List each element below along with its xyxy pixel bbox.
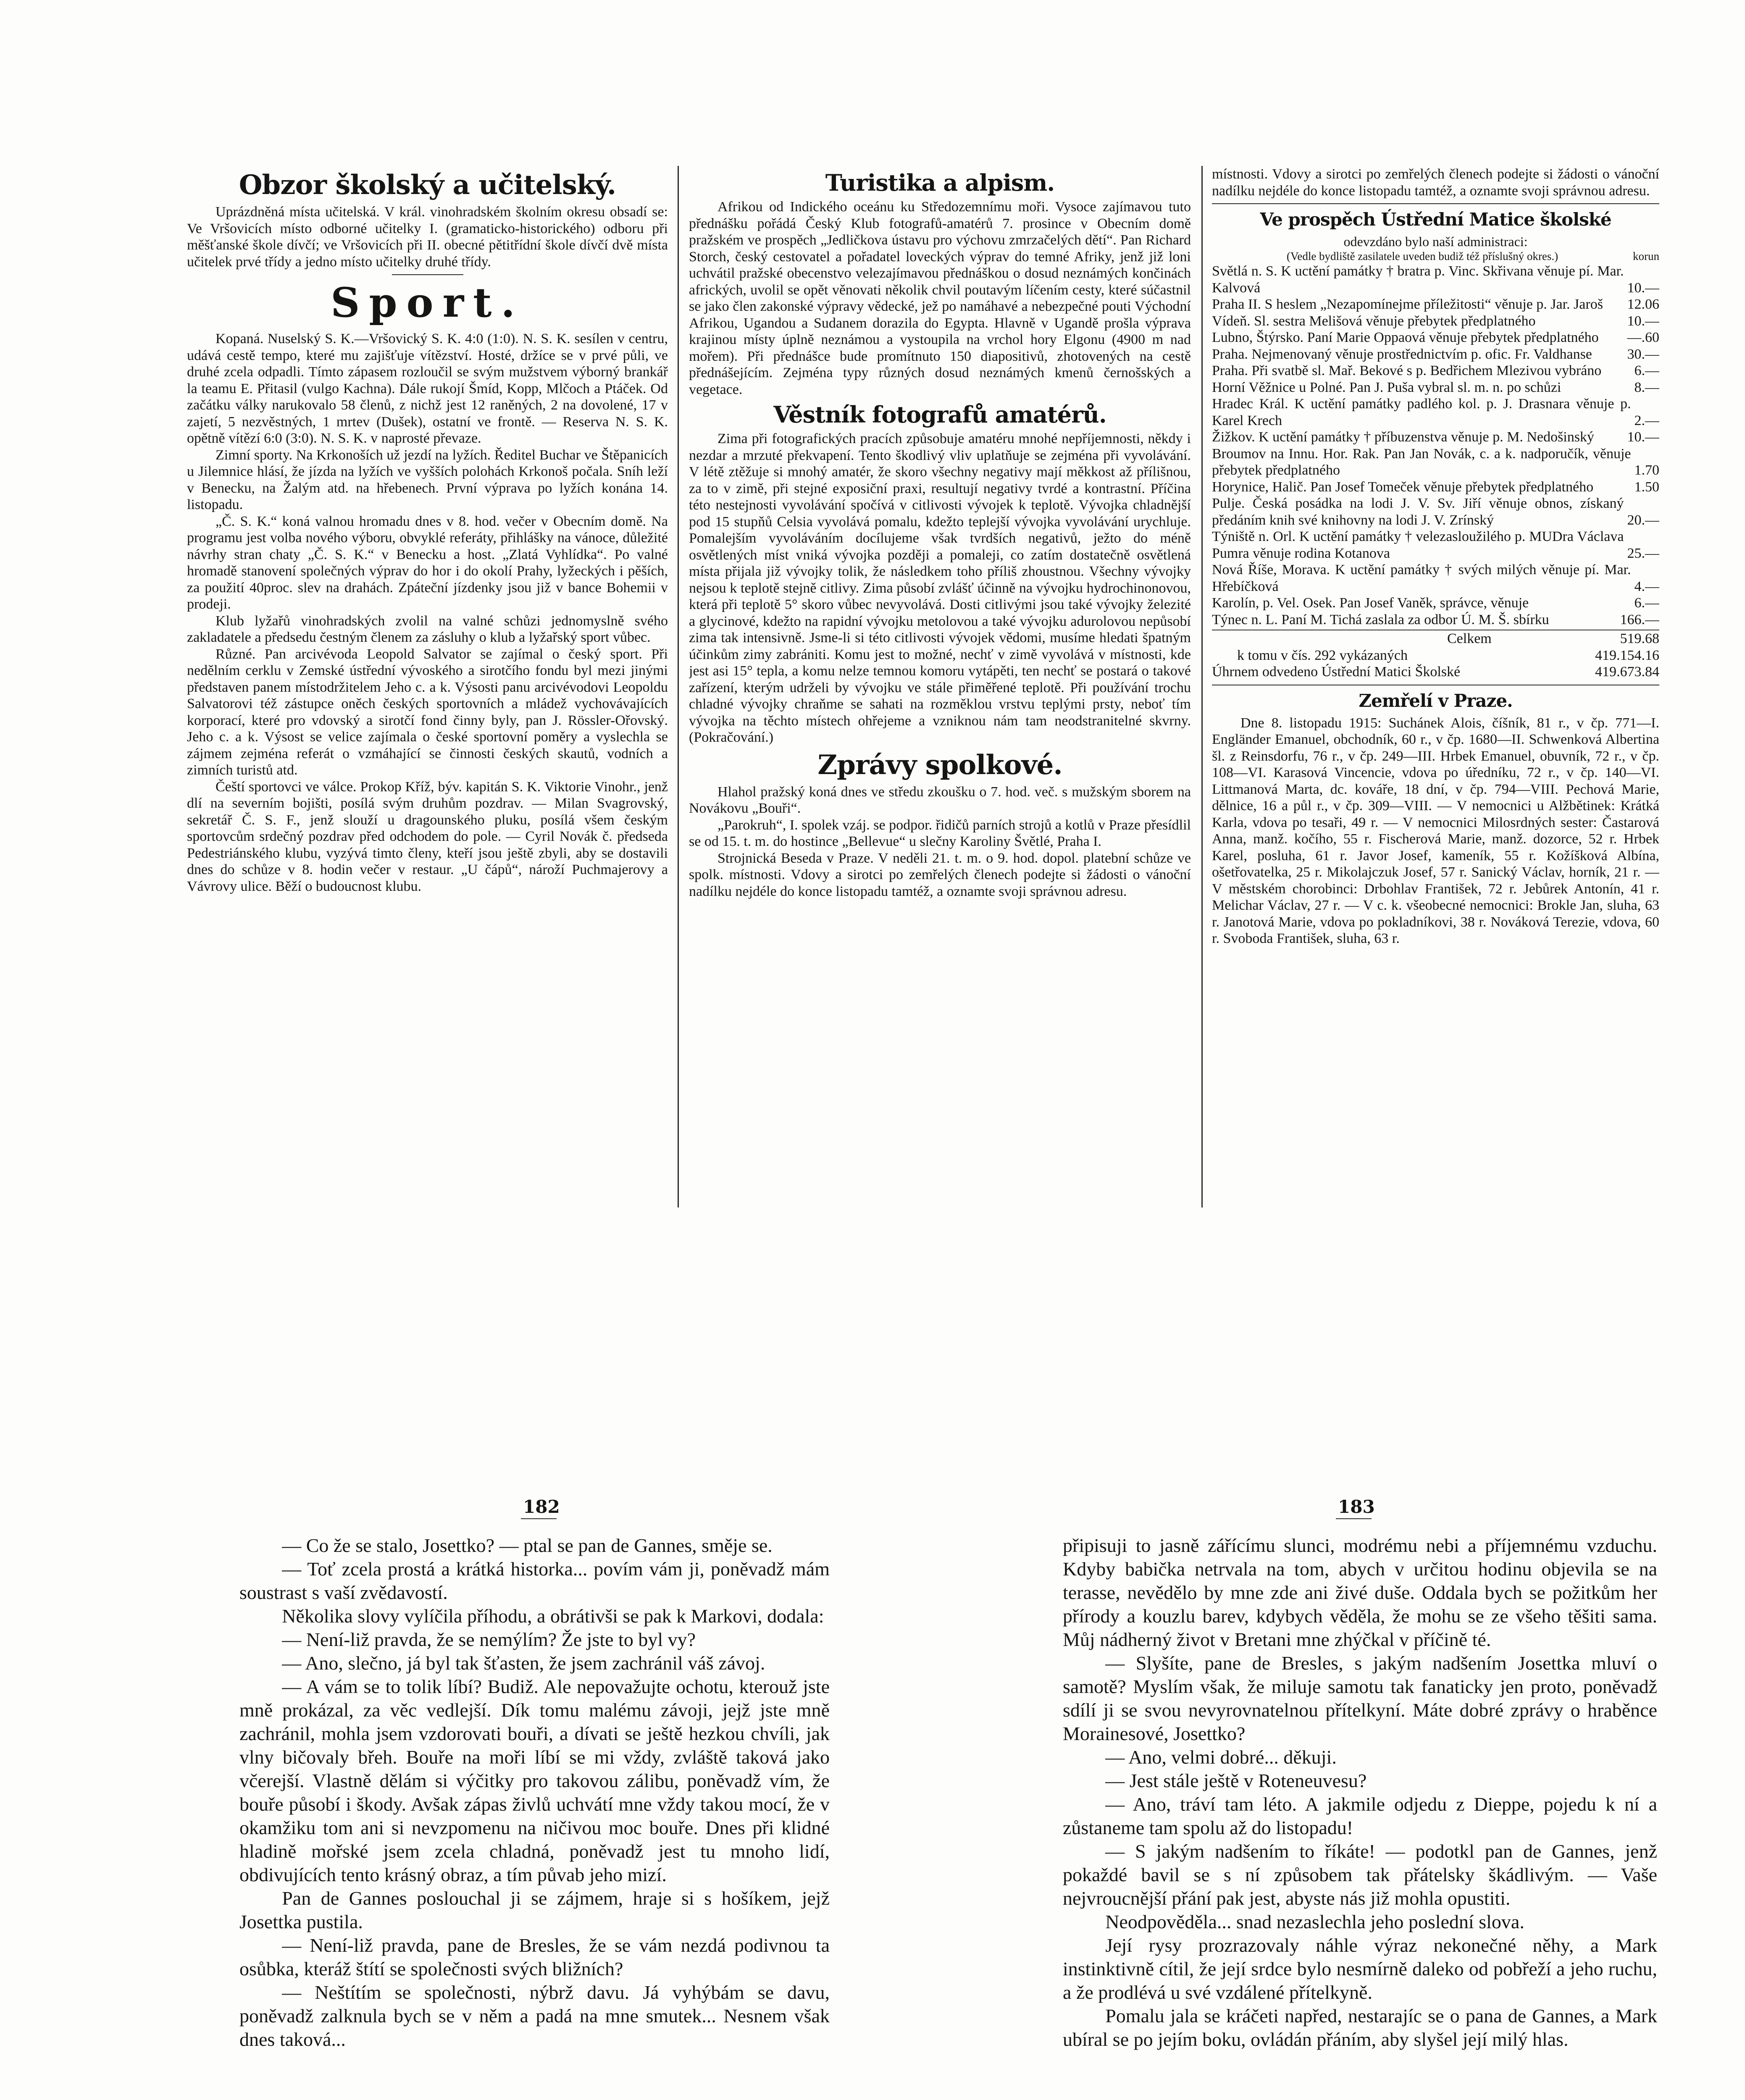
- article-zima: Zima při fotografických pracích způsobuje amatéru mnohé nepříjemnosti, někdy i nezdar a mrzuté překvapení. Tento škodlivý vliv uplatňuje se zejména při vyvolávání. V létě ztěžuje si mnohý amatér, že skoro všechny negativy mají měkkost až přílišnou, za to v zimě, při stejné exposiční praxi, resultují negativy tvrdé a kontrastní. Příčina této nestejnosti vyvolávání spočívá v citlivosti vývojek k teplotě. Vývojka chladnější pod 15 stupňů Celsia vyvolává pomalu, kdežto teplejší vývojka vyvolávání urychluje. Pomalejším vyvoláváním docílujeme však tvrdších negativů, ježto do méně osvětlených míst vniká vývojka později a pomaleji, co zatím dostatečně osvětlená místa přijala již vývojky tolik, že následkem toho příliš zhoustnou. Všechny vývojky nejsou k teplotě stejně citlivy. Zima působí zvlášť účinně na vývojku hydrochinonovou, která při teplotě 5° skoro vůbec nevyvolává. Dosti citlivými jsou také vývojky železité a glycinové, kdežto na rapidní vývojku metolovou a také vývojku adurolovou nepůsobí zima tak intensivně. Jsme-li si této citlivosti vývojek vědomi, musíme hledati špatným účinkům zimy zabrániti. Komu jest to možné, nechť v zimě vyvolává v místnosti, kde jest asi 15° tepla, a komu nelze temnou komoru vytápěti, ten nechť se postará o takové zařízení, kterým udrželi by vývojku ve stále přiměřené teplotě. Při používání trochu chladné vývojky chraňme se sahati na rozměklou vrstvu teplými prsty, neboť tím vývojka na těchto místech ohřejeme a vzniknou nám tam neodstranitelné skvrny. (Pokračování.): [689, 431, 1191, 745]
- donation-amount: 8.—: [1634, 379, 1659, 395]
- article-zemreli: Dne 8. listopadu 1915: Suchánek Alois, číšník, 81 r., v čp. 771—I. Engländer Emanuel, obchodník, 60 r., v čp. 1680—II. Schwenková Albertina šl. z Reinsdorfu, 76 r., v čp. 249—III. Hrbek Emanuel, obuvník, 72 r., v čp. 108—VI. Karasová Vincencie, vdova po úředníku, 72 r., v čp. 140—VI. Littmanová Marta, dc. kováře, 18 dní, v čp. 794—VIII. Pechová Marie, dělnice, 16 a půl r., v čp. 309—VIII. — V nemocnici u Alžbětinek: Krátká Karla, vdova po tesaři, 49 r. — V nemocnici Milosrdných sester: Častarová Anna, manž. kočího, 55 r. Fischerová Marie, manž. dozorce, 52 r. Hrbek Karel, posluha, 61 r. Javor Josef, kameník, 55 r. Kožíšková Albína, ošetřovatelka, 25 r. Mikolajczuk Josef, 57 r. Sanický Václav, horník, 21 r. — V městském chorobinci: Drbohlav František, 72 r. Jebůrek Antonín, 41 r. Melichar Václav, 27 r. — V c. k. všeobecné nemocnici: Brokle Jan, sluha, 63 r. Janotová Marie, vdova po pokladníkovi, 38 r. Nováková Terezie, vdova, 60 r. Svoboda František, sluha, 63 r.: [1212, 715, 1659, 946]
- book-paragraph: — Ano, tráví tam léto. A jakmile odjedu z Dieppe, pojedu k ní a zůstaneme tam spolu až do listopadu!: [1063, 1793, 1657, 1838]
- donation-row: [1212, 495, 1659, 528]
- column-school-sport: [187, 166, 668, 1216]
- page-number-underline: [1336, 1518, 1372, 1519]
- donation-text: Hradec Král. K uctění památky padlého kol. p. J. Drasnara věnuje p. Karel Krech: [1212, 396, 1631, 428]
- donation-amount: 1.50: [1634, 479, 1659, 495]
- note-text: (Vedle bydliště zasilatele uveden budiž též příslušný okres.): [1286, 250, 1558, 262]
- donation-row: [1212, 429, 1659, 446]
- subheading-note: [1212, 249, 1659, 263]
- book-paragraph: připisuji to jasně zářícímu slunci, modrému nebi a příjemnému vzduchu. Kdyby babička netrvala na tom, abych v určitou hodinu objevila se na terasse, nevědělo by mne zde ani živé duše. Oddala bych se požitkům her přírody a kouzlu barev, kdybych věděla, že mohu se ze všeho těšiti sama. Můj nádherný život v Bretani mne zhýčkal v příčině té.: [1063, 1535, 1657, 1650]
- donation-amount: 6.—: [1634, 363, 1659, 378]
- book-paragraph: Pan de Gannes poslouchal ji se zájmem, hraje si s hošíkem, jejž Josettka pustila.: [239, 1887, 830, 1932]
- donation-row: [1212, 296, 1659, 313]
- heading-zemreli: Zemřelí v Praze.: [1359, 690, 1513, 711]
- article-hlahol: Hlahol pražský koná dnes ve středu zkoušku o 7. hod. več. s mužským sborem na Novákovu „Bouři“.: [689, 784, 1191, 816]
- article-continuation: místnosti. Vdovy a sirotci po zemřelých členech podejte si žádosti o vánoční nadílku nejdéle do konce listopadu tamtéž, a oznamte svoji správnou adresu.: [1212, 166, 1659, 199]
- donation-text: Praha. Nejmenovaný věnuje prostřednictvím p. ofic. Fr. Valdhanse: [1212, 346, 1592, 362]
- book-paragraph: — A vám se to tolik líbí? Budiž. Ale nepovažujte ochotu, kterouž jste mně prokázal, za věc vedlejší. Dík tomu malému závoji, jejž jste mně zachránil, mohla jsem vzdorovati bouři, a dívati se ještě hezkou chvíli, jak vlny bičovaly břeh. Bouře na moři líbí se mi vždy, zvláště taková jako včerejší. Vlastně dělám si výčitky pro takovou zálibu, poněvadž vím, že bouře působí i škody. Avšak zápas živlů uchvátí mne vždy takou mocí, že v okamžiku tom ani si nevzpomenu na ničivou moc bouře. Dnes při klidné hladině mořské jsem zcela chladná, poněvadž jest tu mnoho lidí, obdivujících tento krásný obraz, a tím půvab jeho mizí.: [239, 1676, 830, 1885]
- sum-label: Úhrnem odvedeno Ústřední Matici Školské: [1212, 664, 1461, 680]
- donation-amount: 10.—: [1627, 280, 1659, 296]
- previous-row: [1212, 647, 1659, 664]
- book-paragraph: — Není-liž pravda, že se nemýlím? Že jste to byl vy?: [282, 1629, 696, 1650]
- donation-text: Horynice, Halič. Pan Josef Tomeček věnuje přebytek předplatného: [1212, 479, 1594, 495]
- page-number-underline: [521, 1518, 557, 1519]
- total-label: Celkem: [1447, 631, 1492, 646]
- book-paragraph: — Toť zcela prostá a krátká historka... povím vám ji, poněvadž mám soustrast s vaší zvědavostí.: [239, 1558, 830, 1603]
- donation-text: Světlá n. S. K uctění památky † bratra p. Vinc. Skřivana věnuje pí. Mar. Kalvová: [1212, 263, 1624, 296]
- heading-turistika: Turistika a alpism.: [825, 169, 1055, 196]
- page-number-left: 182: [523, 1496, 560, 1517]
- article-klub-lyzaru: Klub lyžařů vinohradských zvolil na valné schůzi jednomyslně svého zakladatele a předsedu čestným členem za zásluhy o klub a lyžařský sport vůbec.: [187, 613, 668, 645]
- donation-row: [1212, 346, 1659, 363]
- donation-amount: —.60: [1627, 330, 1659, 345]
- article-afrika: Afrikou od Indického oceánu ku Středozemnímu moři. Vysoce zajímavou tuto přednášku pořádá Český Klub fotografů-amatérů 7. prosince v Obecním domě pražském ve prospěch „Jedličkova ústavu pro výchovu zmrzačelých dětí“. Pan Richard Storch, český cestovatel a pořadatel loveckých výprav do temné Afriky, jenž již loni uchvátil pražské obecenstvo velezajímavou přednáškou o dosud neznámých končinách afrických, uvolil se opět věnovati několik chvil poutavým líčením cesty, které súčastnil se jako člen zakonské výpravy vědecké, jež po namáhavé a nebezpečné pouti Východní Afrikou, Ugandou a Sudanem dorazila do Egypta. Hlavně v Ugandě prošla výprava krajinou místy úplně neznámou a vystoupila na vrchol hory Elgonu (4900 m nad mořem). Při přednášce bude promítnuto 150 diapositivů, zhotovených na cestě přednášejícím. Zejména typy různých dosud neznámých kmenů černošských a vegetace.: [689, 199, 1191, 397]
- donation-amount: 20.—: [1627, 512, 1659, 528]
- donation-row: [1212, 479, 1659, 496]
- book-paragraph: Neodpověděla... snad nezaslechla jeho poslední slova.: [1105, 1911, 1524, 1932]
- unit-label: korun: [1633, 250, 1659, 262]
- donation-row: [1212, 562, 1659, 595]
- divider: [392, 274, 463, 275]
- article-strojnicka: Strojnická Beseda v Praze. V neděli 21. t. m. o 9. hod. dopol. platební schůze ve spolk. místnosti. Vdovy a sirotci po zemřelých členech podejte si žádosti o vánoční nadílku nejdéle do konce listopadu tamtéž, a oznamte svoji správnou adresu.: [689, 850, 1191, 899]
- donation-text: Broumov na Innu. Hor. Rak. Pan Jan Novák, c. a k. nadporučík, věnuje přebytek předplatného: [1212, 446, 1631, 478]
- donation-amount: 25.—: [1627, 545, 1659, 561]
- donation-text: Horní Věžnice u Polné. Pan J. Puša vybral sl. m. n. po schůzi: [1212, 379, 1561, 395]
- donation-amount: 30.—: [1627, 346, 1659, 362]
- heading-vestnik: Věstník fotografů amatérů.: [773, 401, 1106, 428]
- article-school: Uprázdněná místa učitelská. V král. vinohradském školním okresu obsadí se: Ve Vršovicích místo odborné učitelky I. (gramaticko-historického) odboru při měšťanské škole dívčí; ve Vršovicích při II. obecné pětitřídní škole dívčí dvě místa učitelek prvé třídy a jedno místo učitelky druhé třídy.: [187, 204, 668, 270]
- donation-text: Vídeň. Sl. sestra Melišová věnuje přebytek předplatného: [1212, 313, 1536, 329]
- sum-amount: 419.673.84: [1595, 664, 1659, 680]
- book-paragraph: — Není-liž pravda, pane de Bresles, že se vám nezdá podivnou ta osůbka, kteráž štítí se společnosti svých bližních?: [239, 1935, 830, 1979]
- donation-text: Karolín, p. Vel. Osek. Pan Josef Vaněk, správce, věnuje: [1212, 595, 1529, 611]
- book-page-left: [239, 1534, 830, 2100]
- total-row: [1212, 630, 1659, 647]
- donation-amount: 6.—: [1634, 595, 1659, 611]
- donation-row: [1212, 313, 1659, 330]
- sum-row: [1212, 664, 1659, 680]
- heading-zpravy: Zprávy spolkové.: [817, 749, 1062, 781]
- donation-amount: 2.—: [1634, 412, 1659, 428]
- column-matice-zemreli: [1212, 166, 1659, 1216]
- article-ruzne: Různé. Pan arcivévoda Leopold Salvator se zajímal o český sport. Při nedělním cerklu v Zemské ústřední vývoského a sirotčího fondu byl mezi jinými představen panem místodržitelem Jeho c. a k. Výsosti panu arcivévodovi Leopoldu Salvatorovi též zástupce oněch českých sportovních a mládež vychovávajících korporací, které pro vdovský a sirotčí fond činny byly, pan J. Rössler-Ořovský. Jeho c. a k. Výsost se velice zajímala o české sportovní poměry a vyslechla se zájmem zejména referát o vzmáhající se činnosti českých skautů, vodních a zimních turistů atd.: [187, 646, 668, 778]
- heading-prospech-matice: Ve prospěch Ústřední Matice školské: [1260, 209, 1611, 230]
- donation-text: Pulje. Česká posádka na lodi J. V. Sv. Jiří věnuje obnos, získaný předáním knih své knihovny na lodi J. V. Zrínský: [1212, 496, 1624, 528]
- donation-row: [1212, 263, 1659, 296]
- book-paragraph: — Jest stále ještě v Roteneuvesu?: [1105, 1770, 1367, 1791]
- book-paragraph: Několika slovy vylíčila příhodu, a obrátivši se pak k Markovi, dodala:: [282, 1605, 824, 1627]
- column-rule-2: [1201, 166, 1203, 1208]
- donation-text: Týnec n. L. Paní M. Tichá zaslala za odbor Ú. M. Š. sbírku: [1212, 612, 1549, 627]
- book-paragraph: — Slyšíte, pane de Bresles, s jakým nadšením Josettka mluví o samotě? Myslím však, že miluje samotu tak fanaticky jen proto, poněvadž sdílí ji se svou nevyrovnatelnou přítelkyní. Máte dobré zprávy o hraběnce Morainesové, Josettko?: [1063, 1652, 1657, 1744]
- book-paragraph: — Co že se stalo, Josettko? — ptal se pan de Gannes, směje se.: [282, 1535, 773, 1556]
- total-amount: 519.68: [1620, 631, 1659, 646]
- donation-text: Nová Říše, Morava. K uctění památky † svých milých věnuje pí. Mar. Hřebíčková: [1212, 562, 1631, 594]
- article-kopana: Kopaná. Nuselský S. K.—Vršovický S. K. 4:0 (1:0). N. S. K. sesílen v centru, udává cestě tempo, které mu zajišťuje vítězství. Hosté, držíce se v prvé půli, ve druhé zcela odpadli. Tímto zápasem rozloučil se svým mužstvem výborný brankář la teamu E. Přitasil (vulgo Kachna). Dále rukojí Šmíd, Kopp, Mlčoch a Ptáček. Od začátku války narukovalo 58 členů, z nichž jest 12 raněných, 2 na dovolené, 17 v zajetí, 5 nezvěstných, 1 mrtev (Dušek), ostatní ve frontě. — Reserva N. S. K. opětně vítězí 6:0 (3:0). N. S. K. v naprosté převaze.: [187, 331, 668, 446]
- article-csk: „Č. S. K.“ koná valnou hromadu dnes v 8. hod. večer v Obecním domě. Na programu jest volba nového výboru, obvyklé referáty, přihlášky na vánoce, důležité návrhy stran chaty „Č. S. K.“ v Benecku a host. „Zlatá Vyhlídka“. Po valné hromadě stanovení společných výprav do hor i do okolí Prahy, lyžeckých i pěších, za použití 40proc. slev na drahách. Zpáteční jízdenky jsou již v bance Bohemii v prodeji.: [187, 513, 668, 612]
- donation-amount: 1.70: [1634, 462, 1659, 478]
- book-page-right: [1063, 1534, 1657, 2100]
- donation-row: [1212, 362, 1659, 379]
- column-turistika-foto: [689, 166, 1191, 1216]
- donation-amount: 166.—: [1620, 612, 1659, 627]
- divider: [1212, 203, 1659, 204]
- donation-row: [1212, 612, 1659, 628]
- donation-text: Lubno, Štýrsko. Paní Marie Oppaová věnuje přebytek předplatného: [1212, 330, 1599, 345]
- subheading-administrace: odevzdáno bylo naší administraci:: [1343, 234, 1528, 249]
- article-cesti-sportovci: Čeští sportovci ve válce. Prokop Kříž, býv. kapitán S. K. Viktorie Vinohr., jenž dlí na severním bojišti, posílá svým druhům pozdrav. — Milan Svagrovský, sekretář Č. S. F., jenž slouží u dragounského pluku, posílá všem českým sportovcům srdečný pozdrav před odchodem do pole. — Cyril Novák č. předseda Pedestriánského klubu, vyzývá timto členy, kteří jsou ještě zbyli, aby se dostavili dnes do schůze v 8. hodin večer v restaur. „U čápů“, nároží Puchmajerovy a Vávrovy ulice. Běží o budoucnost klubu.: [187, 779, 668, 894]
- donation-amount: 10.—: [1627, 313, 1659, 329]
- book-paragraph: — Ano, velmi dobré... děkuji.: [1105, 1746, 1337, 1768]
- column-rule-1: [678, 166, 679, 1208]
- article-zimni-sporty: Zimní sporty. Na Krkonoších už jezdí na lyžích. Ředitel Buchar ve Štěpanicích u Jilemnice hlásí, že jízda na lyžích ve vyšších polohách Krkonoš počala. Sníh leží v Benecku, na Žalým atd. na hřebenech. První výprava po lyžích konána 14. listopadu.: [187, 447, 668, 512]
- donation-list: [1212, 263, 1659, 628]
- heading-sport: Sport.: [331, 279, 524, 326]
- donation-row: [1212, 595, 1659, 612]
- donation-text: Týniště n. Orl. K uctění památky † velezasloužilého p. MUDra Václava Pumra věnuje rodina Kotanova: [1212, 529, 1624, 561]
- donation-amount: 4.—: [1634, 578, 1659, 594]
- previous-amount: 419.154.16: [1595, 647, 1659, 663]
- donation-text: Praha II. S heslem „Nezapomínejme příležitosti“ věnuje p. Jar. Jaroš: [1212, 297, 1603, 312]
- donation-row: [1212, 528, 1659, 562]
- book-paragraph: — Neštítím se společnosti, nýbrž davu. Já vyhýbám se davu, poněvadž zalknula bych se v něm a padá na mne smutek... Nesnem však dnes taková...: [239, 1982, 830, 2050]
- donation-row: [1212, 446, 1659, 479]
- donation-text: Praha. Při svatbě sl. Mař. Bekové s p. Bedřichem Mlezivou vybráno: [1212, 363, 1602, 378]
- book-paragraph: — Ano, slečno, já byl tak šťasten, že jsem zachránil váš závoj.: [282, 1652, 765, 1674]
- donation-row: [1212, 329, 1659, 346]
- article-parokruh: „Parokruh“, I. spolek vzáj. se podpor. řidičů parních strojů a kotlů v Praze přesídlil se od 15. t. m. do hostince „Bellevue“ u slečny Karoliny Švětlé, Praha I.: [689, 817, 1191, 849]
- donation-amount: 10.—: [1627, 429, 1659, 445]
- book-paragraph: — S jakým nadšením to říkáte! — podotkl pan de Gannes, jenž pokaždé bavil se s ní způsobem tak přátelsky škádlivým. — Vaše nejvroucnější přání pak jest, abyste nás již mohla opustiti.: [1063, 1840, 1657, 1909]
- previous-label: k tomu v čís. 292 vykázaných: [1237, 647, 1408, 663]
- page-number-right: 183: [1338, 1496, 1375, 1517]
- donation-row: [1212, 396, 1659, 429]
- donation-text: Žižkov. K uctění památky † příbuzenstva věnuje p. M. Nedošinský: [1212, 429, 1594, 445]
- book-paragraph: Její rysy prozrazovaly náhle výraz nekonečné něhy, a Mark instinktivně cítil, že její srdce bylo nesmírně daleko od pobřeží a jeho ruchu, a že prodlévá u své vzdálené přítelkyně.: [1063, 1935, 1657, 2003]
- donation-row: [1212, 379, 1659, 396]
- book-paragraph: Pomalu jala se kráčeti napřed, nestarajíc se o pana de Gannes, a Mark ubíral se po jejím boku, ovládán přáním, aby slyšel její milý hlas.: [1063, 2005, 1657, 2050]
- heading-school: Obzor školský a učitelský.: [239, 169, 616, 201]
- donation-amount: 12.06: [1627, 297, 1659, 312]
